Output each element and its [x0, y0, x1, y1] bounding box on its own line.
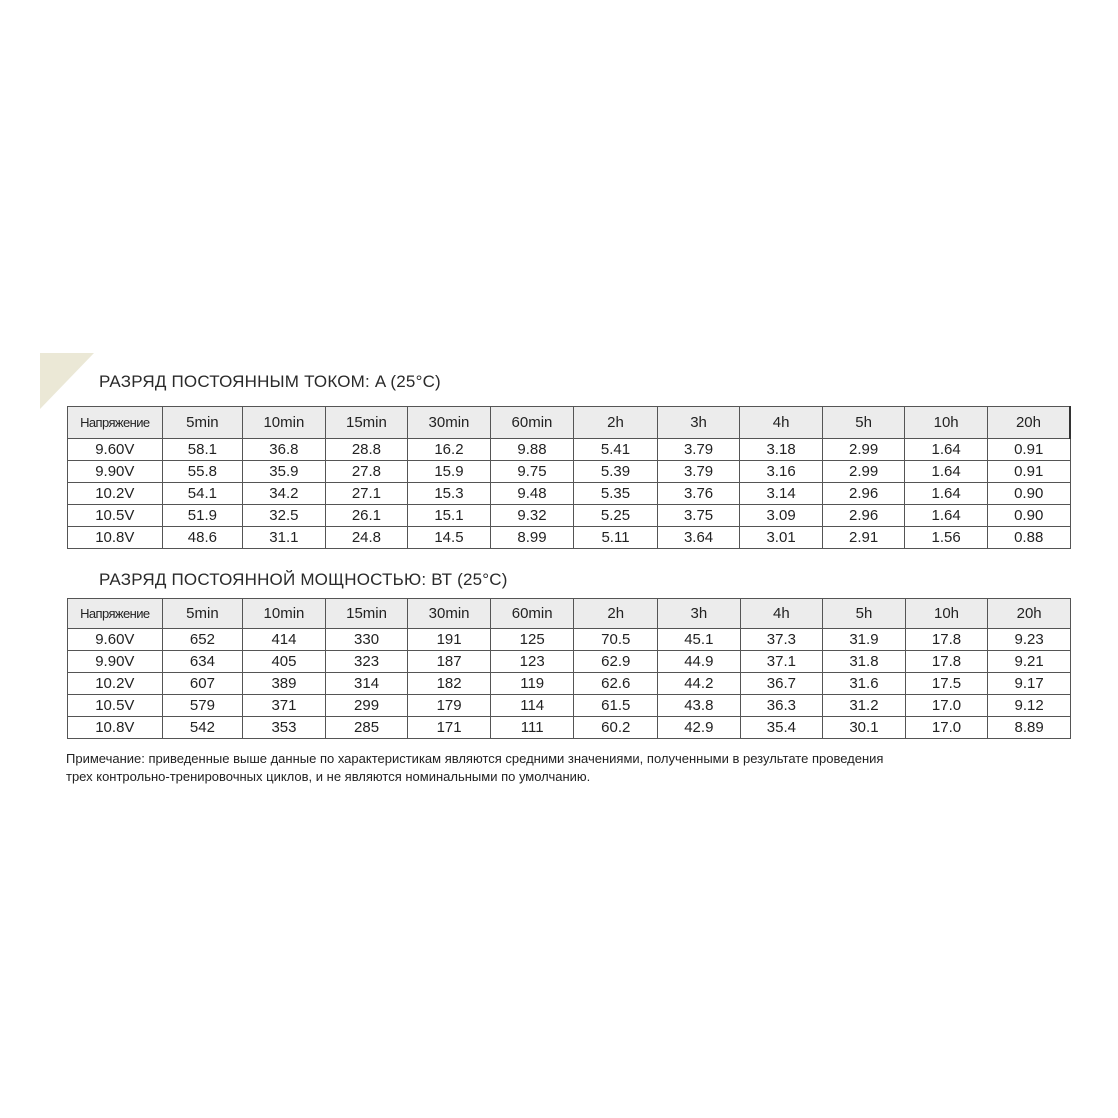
value-cell: 27.1 [325, 483, 408, 505]
duration-column-header: 20h [988, 599, 1071, 629]
value-cell: 58.1 [162, 439, 243, 461]
value-cell: 1.64 [905, 505, 988, 527]
value-cell: 9.21 [988, 651, 1071, 673]
value-cell: 9.48 [490, 483, 574, 505]
value-cell: 0.91 [987, 439, 1070, 461]
value-cell: 70.5 [574, 629, 658, 651]
corner-triangle-decoration [40, 353, 94, 409]
value-cell: 3.64 [657, 527, 740, 549]
value-cell: 2.99 [822, 461, 905, 483]
value-cell: 5.41 [574, 439, 658, 461]
duration-column-header: 5min [162, 599, 243, 629]
value-cell: 1.64 [905, 483, 988, 505]
value-cell: 3.14 [740, 483, 823, 505]
table-row [68, 439, 1071, 461]
value-cell: 17.5 [905, 673, 988, 695]
value-cell: 37.3 [740, 629, 823, 651]
value-cell: 9.75 [490, 461, 574, 483]
value-cell: 30.1 [823, 717, 906, 739]
value-cell: 2.96 [822, 483, 905, 505]
value-cell: 15.1 [408, 505, 491, 527]
table-header-row [68, 407, 1071, 439]
table-header-row [68, 599, 1071, 629]
value-cell: 1.64 [905, 461, 988, 483]
value-cell: 2.96 [822, 505, 905, 527]
value-cell: 371 [243, 695, 326, 717]
value-cell: 14.5 [408, 527, 491, 549]
value-cell: 353 [243, 717, 326, 739]
value-cell: 542 [162, 717, 243, 739]
voltage-cell: 10.5V [68, 695, 163, 717]
voltage-cell: 9.90V [68, 651, 163, 673]
duration-column-header: 2h [574, 599, 658, 629]
value-cell: 414 [243, 629, 326, 651]
value-cell: 31.9 [823, 629, 906, 651]
table-row [68, 483, 1071, 505]
duration-column-header: 30min [408, 407, 491, 439]
value-cell: 652 [162, 629, 243, 651]
value-cell: 35.4 [740, 717, 823, 739]
value-cell: 285 [325, 717, 408, 739]
value-cell: 17.0 [905, 695, 988, 717]
value-cell: 0.90 [987, 505, 1070, 527]
value-cell: 3.01 [740, 527, 823, 549]
value-cell: 3.76 [657, 483, 740, 505]
value-cell: 5.25 [574, 505, 658, 527]
duration-column-header: 5min [162, 407, 243, 439]
value-cell: 1.56 [905, 527, 988, 549]
value-cell: 3.79 [657, 461, 740, 483]
value-cell: 0.91 [987, 461, 1070, 483]
duration-column-header: 10h [905, 407, 988, 439]
value-cell: 31.6 [823, 673, 906, 695]
value-cell: 8.99 [490, 527, 574, 549]
value-cell: 187 [408, 651, 491, 673]
power-discharge-title: РАЗРЯД ПОСТОЯННОЙ МОЩНОСТЬЮ: ВТ (25°C) [99, 570, 508, 589]
value-cell: 16.2 [408, 439, 491, 461]
value-cell: 36.8 [243, 439, 326, 461]
value-cell: 60.2 [574, 717, 658, 739]
value-cell: 32.5 [243, 505, 326, 527]
value-cell: 171 [408, 717, 491, 739]
value-cell: 114 [490, 695, 574, 717]
value-cell: 43.8 [658, 695, 741, 717]
value-cell: 111 [490, 717, 574, 739]
value-cell: 579 [162, 695, 243, 717]
value-cell: 61.5 [574, 695, 658, 717]
duration-column-header: 10min [243, 407, 326, 439]
duration-column-header: 3h [658, 599, 741, 629]
value-cell: 51.9 [162, 505, 243, 527]
duration-column-header: 4h [740, 599, 823, 629]
power-discharge-table [67, 598, 1071, 739]
duration-column-header: 5h [823, 599, 906, 629]
duration-column-header: 30min [408, 599, 491, 629]
value-cell: 9.23 [988, 629, 1071, 651]
value-cell: 119 [490, 673, 574, 695]
value-cell: 389 [243, 673, 326, 695]
table-row [68, 651, 1071, 673]
value-cell: 45.1 [658, 629, 741, 651]
voltage-cell: 9.90V [68, 461, 163, 483]
footnote-line-1: Примечание: приведенные выше данные по характеристикам являются средними значениями, полученными в результате проведения [66, 751, 884, 766]
table-row [68, 695, 1071, 717]
duration-column-header: 3h [657, 407, 740, 439]
value-cell: 3.75 [657, 505, 740, 527]
value-cell: 3.18 [740, 439, 823, 461]
value-cell: 44.2 [658, 673, 741, 695]
table-row [68, 527, 1071, 549]
voltage-cell: 10.2V [68, 483, 163, 505]
value-cell: 26.1 [325, 505, 408, 527]
value-cell: 42.9 [658, 717, 741, 739]
current-discharge-table [67, 406, 1071, 549]
value-cell: 5.39 [574, 461, 658, 483]
value-cell: 299 [325, 695, 408, 717]
value-cell: 24.8 [325, 527, 408, 549]
table-row [68, 673, 1071, 695]
value-cell: 182 [408, 673, 491, 695]
voltage-column-header: Напряжение [68, 407, 163, 439]
voltage-cell: 10.2V [68, 673, 163, 695]
voltage-cell: 10.8V [68, 527, 163, 549]
table-row [68, 629, 1071, 651]
duration-column-header: 15min [325, 599, 408, 629]
value-cell: 1.64 [905, 439, 988, 461]
table-row [68, 461, 1071, 483]
duration-column-header: 60min [490, 407, 574, 439]
value-cell: 607 [162, 673, 243, 695]
value-cell: 15.9 [408, 461, 491, 483]
value-cell: 28.8 [325, 439, 408, 461]
table-row [68, 717, 1071, 739]
value-cell: 125 [490, 629, 574, 651]
duration-column-header: 10min [243, 599, 326, 629]
value-cell: 9.12 [988, 695, 1071, 717]
value-cell: 634 [162, 651, 243, 673]
value-cell: 2.99 [822, 439, 905, 461]
value-cell: 0.90 [987, 483, 1070, 505]
duration-column-header: 5h [822, 407, 905, 439]
value-cell: 405 [243, 651, 326, 673]
value-cell: 330 [325, 629, 408, 651]
value-cell: 3.09 [740, 505, 823, 527]
duration-column-header: 15min [325, 407, 408, 439]
duration-column-header: 60min [490, 599, 574, 629]
value-cell: 3.79 [657, 439, 740, 461]
value-cell: 54.1 [162, 483, 243, 505]
voltage-cell: 10.5V [68, 505, 163, 527]
value-cell: 5.11 [574, 527, 658, 549]
value-cell: 55.8 [162, 461, 243, 483]
value-cell: 37.1 [740, 651, 823, 673]
value-cell: 123 [490, 651, 574, 673]
value-cell: 17.8 [905, 629, 988, 651]
value-cell: 27.8 [325, 461, 408, 483]
value-cell: 9.88 [490, 439, 574, 461]
value-cell: 31.1 [243, 527, 326, 549]
value-cell: 17.0 [905, 717, 988, 739]
duration-column-header: 10h [905, 599, 988, 629]
value-cell: 44.9 [658, 651, 741, 673]
value-cell: 0.88 [987, 527, 1070, 549]
value-cell: 2.91 [822, 527, 905, 549]
footnote-line-2: трех контрольно-тренировочных циклов, и не являются номинальными по умолчанию. [66, 769, 591, 784]
value-cell: 62.9 [574, 651, 658, 673]
current-discharge-title: РАЗРЯД ПОСТОЯННЫМ ТОКОМ: A (25°C) [99, 372, 441, 391]
value-cell: 36.7 [740, 673, 823, 695]
value-cell: 36.3 [740, 695, 823, 717]
voltage-cell: 9.60V [68, 439, 163, 461]
value-cell: 314 [325, 673, 408, 695]
value-cell: 179 [408, 695, 491, 717]
voltage-cell: 10.8V [68, 717, 163, 739]
value-cell: 8.89 [988, 717, 1071, 739]
value-cell: 31.2 [823, 695, 906, 717]
value-cell: 3.16 [740, 461, 823, 483]
value-cell: 323 [325, 651, 408, 673]
footnote [66, 750, 1066, 786]
value-cell: 34.2 [243, 483, 326, 505]
value-cell: 9.17 [988, 673, 1071, 695]
table-row [68, 505, 1071, 527]
voltage-cell: 9.60V [68, 629, 163, 651]
duration-column-header: 4h [740, 407, 823, 439]
voltage-column-header: Напряжение [68, 599, 163, 629]
value-cell: 5.35 [574, 483, 658, 505]
duration-column-header: 2h [574, 407, 658, 439]
value-cell: 15.3 [408, 483, 491, 505]
value-cell: 17.8 [905, 651, 988, 673]
value-cell: 48.6 [162, 527, 243, 549]
value-cell: 35.9 [243, 461, 326, 483]
value-cell: 62.6 [574, 673, 658, 695]
value-cell: 31.8 [823, 651, 906, 673]
duration-column-header: 20h [987, 407, 1070, 439]
value-cell: 9.32 [490, 505, 574, 527]
value-cell: 191 [408, 629, 491, 651]
